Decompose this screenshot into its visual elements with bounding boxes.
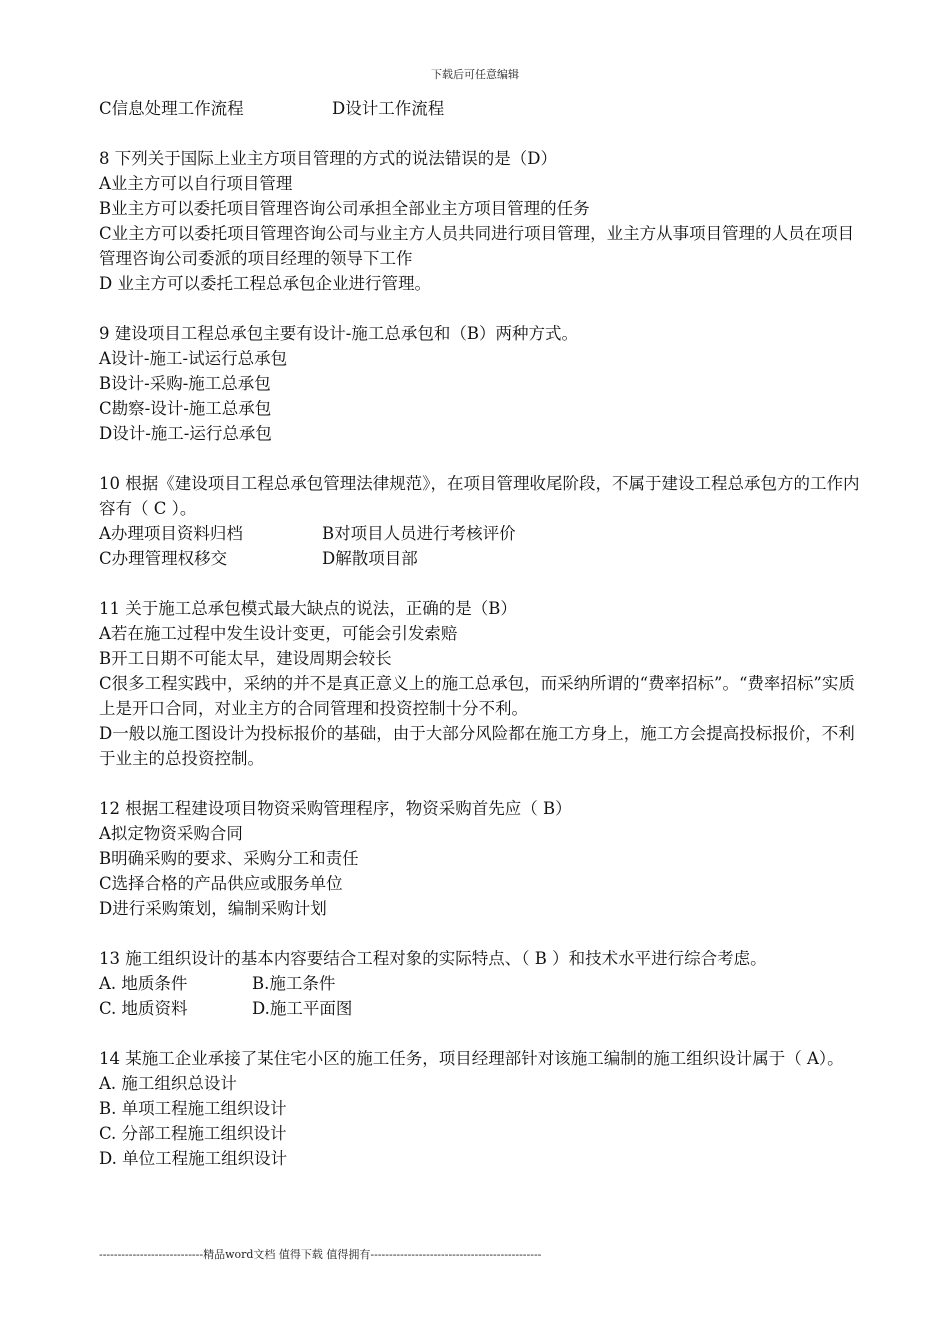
option-b: B业主方可以委托项目管理咨询公司承担全部业主方项目管理的任务: [99, 199, 590, 218]
page-header: 下载后可任意编辑: [431, 68, 519, 81]
option-c: C勘察-设计-施工总承包: [99, 399, 272, 418]
option-b: B开工日期不可能太早，建设周期会较长: [99, 649, 392, 668]
option-c: C业主方可以委托项目管理咨询公司与业主方人员共同进行项目管理，业主方从事项目管理的人员在项目管理咨询公司委派的项目经理的领导下工作: [99, 224, 855, 268]
option-a: A业主方可以自行项目管理: [99, 174, 293, 193]
question-13: [99, 946, 869, 1021]
option-a: A办理项目资料归档: [99, 524, 243, 543]
option-b: B.施工条件: [252, 974, 336, 993]
option-b: B. 单项工程施工组织设计: [99, 1099, 287, 1118]
document-body: [99, 96, 869, 1171]
question-12: [99, 796, 869, 921]
option-c: C. 分部工程施工组织设计: [99, 1124, 287, 1143]
option-a: A设计-施工-试运行总承包: [99, 349, 288, 368]
option-c: C办理管理权移交: [99, 549, 228, 568]
option-a: A拟定物资采购合同: [99, 824, 243, 843]
option-d: D设计-施工-运行总承包: [99, 424, 272, 443]
option-d: D解散项目部: [322, 549, 418, 568]
page-footer: ----------------------------精品word文档 值得下载 值得拥有----------------------------------------------: [99, 1248, 542, 1261]
option-d: D. 单位工程施工组织设计: [99, 1149, 288, 1168]
option-d: D 业主方可以委托工程总承包企业进行管理。: [99, 274, 431, 293]
option-c: C. 地质资料: [99, 999, 188, 1018]
prev-question-options: [99, 96, 869, 121]
option-c: C选择合格的产品供应或服务单位: [99, 874, 343, 893]
option-d: D设计工作流程: [332, 99, 445, 118]
question-stem: 10 根据《建设项目工程总承包管理法律规范》，在项目管理收尾阶段，不属于建设工程总承包方的工作内容有（ C ）。: [99, 474, 860, 518]
question-14: [99, 1046, 869, 1171]
option-c: C信息处理工作流程: [99, 99, 244, 118]
option-d: D一般以施工图设计为投标报价的基础，由于大部分风险都在施工方身上，施工方会提高投标报价，不利于业主的总投资控制。: [99, 724, 855, 768]
question-8: [99, 146, 869, 296]
option-a: A若在施工过程中发生设计变更，可能会引发索赔: [99, 624, 458, 643]
question-10: [99, 471, 869, 571]
question-9: [99, 321, 869, 446]
question-stem: 14 某施工企业承接了某住宅小区的施工任务，项目经理部针对该施工编制的施工组织设计属于（ A）。: [99, 1049, 844, 1068]
option-a: A. 施工组织总设计: [99, 1074, 237, 1093]
option-d: D.施工平面图: [252, 999, 353, 1018]
option-c: C很多工程实践中，采纳的并不是真正意义上的施工总承包，而采纳所谓的“费率招标”。“费率招标”实质上是开口合同，对业主方的合同管理和投资控制十分不利。: [99, 674, 855, 718]
option-d: D进行采购策划，编制采购计划: [99, 899, 327, 918]
question-11: [99, 596, 869, 771]
option-a: A. 地质条件: [99, 974, 188, 993]
question-stem: 11 关于施工总承包模式最大缺点的说法，正确的是（B）: [99, 599, 517, 618]
question-stem: 12 根据工程建设项目物资采购管理程序，物资采购首先应（ B）: [99, 799, 572, 818]
question-stem: 9 建设项目工程总承包主要有设计-施工总承包和（B）两种方式。: [99, 324, 578, 343]
option-b: B设计-采购-施工总承包: [99, 374, 271, 393]
option-b: B对项目人员进行考核评价: [322, 524, 516, 543]
question-stem: 13 施工组织设计的基本内容要结合工程对象的实际特点、（ B ）和技术水平进行综合考虑。: [99, 949, 767, 968]
question-stem: 8 下列关于国际上业主方项目管理的方式的说法错误的是（D）: [99, 149, 557, 168]
option-b: B明确采购的要求、采购分工和责任: [99, 849, 359, 868]
